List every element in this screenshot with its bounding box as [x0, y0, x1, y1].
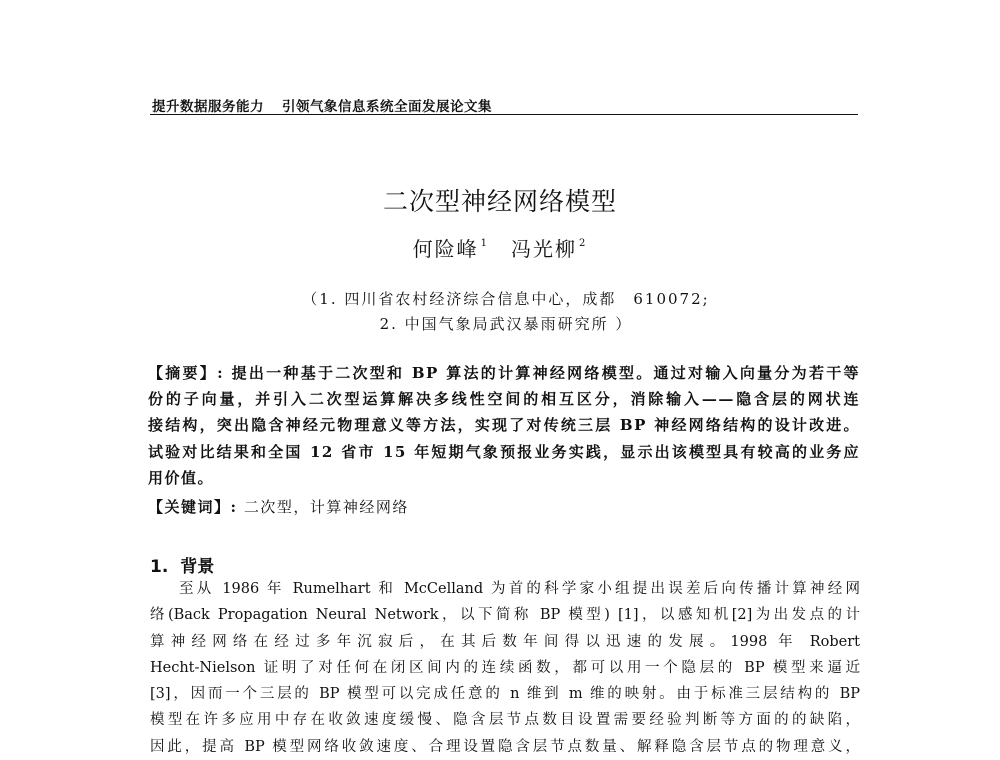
section-heading [150, 552, 214, 577]
affiliation-mark: 1 [480, 238, 489, 249]
running-head-right: 引领气象信息系统全面发展论文集 [282, 99, 492, 115]
abstract-line: 用价值。 [148, 468, 215, 487]
affiliation-mark: 2 [579, 238, 588, 249]
section-title: 背景 [180, 557, 215, 577]
paper-title: 二次型神经网络模型 [382, 187, 617, 216]
body-line: 至从 1986 年 Rumelhart 和 McCelland 为首的科学家小组提出误差后向传播计算神经网 [179, 581, 860, 597]
abstract-line: 【摘要】: 提出一种基于二次型和 BP 算法的计算神经网络模型。通过对输入向量分为若干等 [148, 364, 860, 382]
body-line: [3]，因而一个三层的 BP 模型可以完成任意的 n 维到 m 维的映射。由于标准三层结构的 BP [150, 686, 860, 703]
keywords-label: 【关键词】: [148, 498, 238, 516]
author-name: 何险峰 [412, 237, 479, 261]
abstract-line: 接结构，突出隐含神经元物理意义等方法，实现了对传统三层 BP 神经网络结构的设计改进。 [148, 416, 860, 435]
author-name: 冯光柳 [511, 237, 577, 261]
keywords [148, 496, 409, 517]
abstract-line: 试验对比结果和全国 12 省市 15 年短期气象预报业务实践，显示出该模型具有较高的业务应 [148, 442, 861, 461]
body-line: 因此，提高 BP 模型网络收敛速度、合理设置隐含层节点数量、解释隐含层节点的物理意义， [150, 738, 860, 755]
abstract-label: 【摘要】: [148, 364, 225, 382]
body-paragraph [150, 576, 860, 760]
abstract [148, 360, 860, 491]
affiliation-1: （1. 四川省农村经济综合信息中心，成都 610072; [302, 290, 710, 308]
keywords-text: 二次型，计算神经网络 [243, 498, 409, 516]
body-line: Hecht-Nielson 证明了对任何在闭区间内的连续函数，都可以用一个隐层的 BP 模型来逼近 [150, 659, 860, 676]
body-line: 算神经网络在经过多年沉寂后，在其后数年间得以迅速的发展。1998 年 Robert [150, 633, 860, 650]
section-number: 1. [150, 557, 169, 577]
body-line: 模型在许多应用中存在收敛速度缓慢、隐含层节点数目设置需要经验判断等方面的的缺陷， [150, 712, 860, 729]
header-rule [150, 114, 858, 115]
abstract-line: 份的子向量，并引入二次型运算解决多线性空间的相互区分，消除输入——隐含层的网状连 [148, 390, 860, 409]
affiliation-2: 2. 中国气象局武汉暴雨研究所 ） [379, 315, 633, 333]
body-line: 络(Back Propagation Neural Network，以下简称 BP 模型) [1]，以感知机[2]为出发点的计 [150, 607, 860, 624]
running-head-left: 提升数据服务能力 [152, 99, 264, 115]
running-head [152, 95, 492, 115]
author-list [0, 233, 1000, 262]
